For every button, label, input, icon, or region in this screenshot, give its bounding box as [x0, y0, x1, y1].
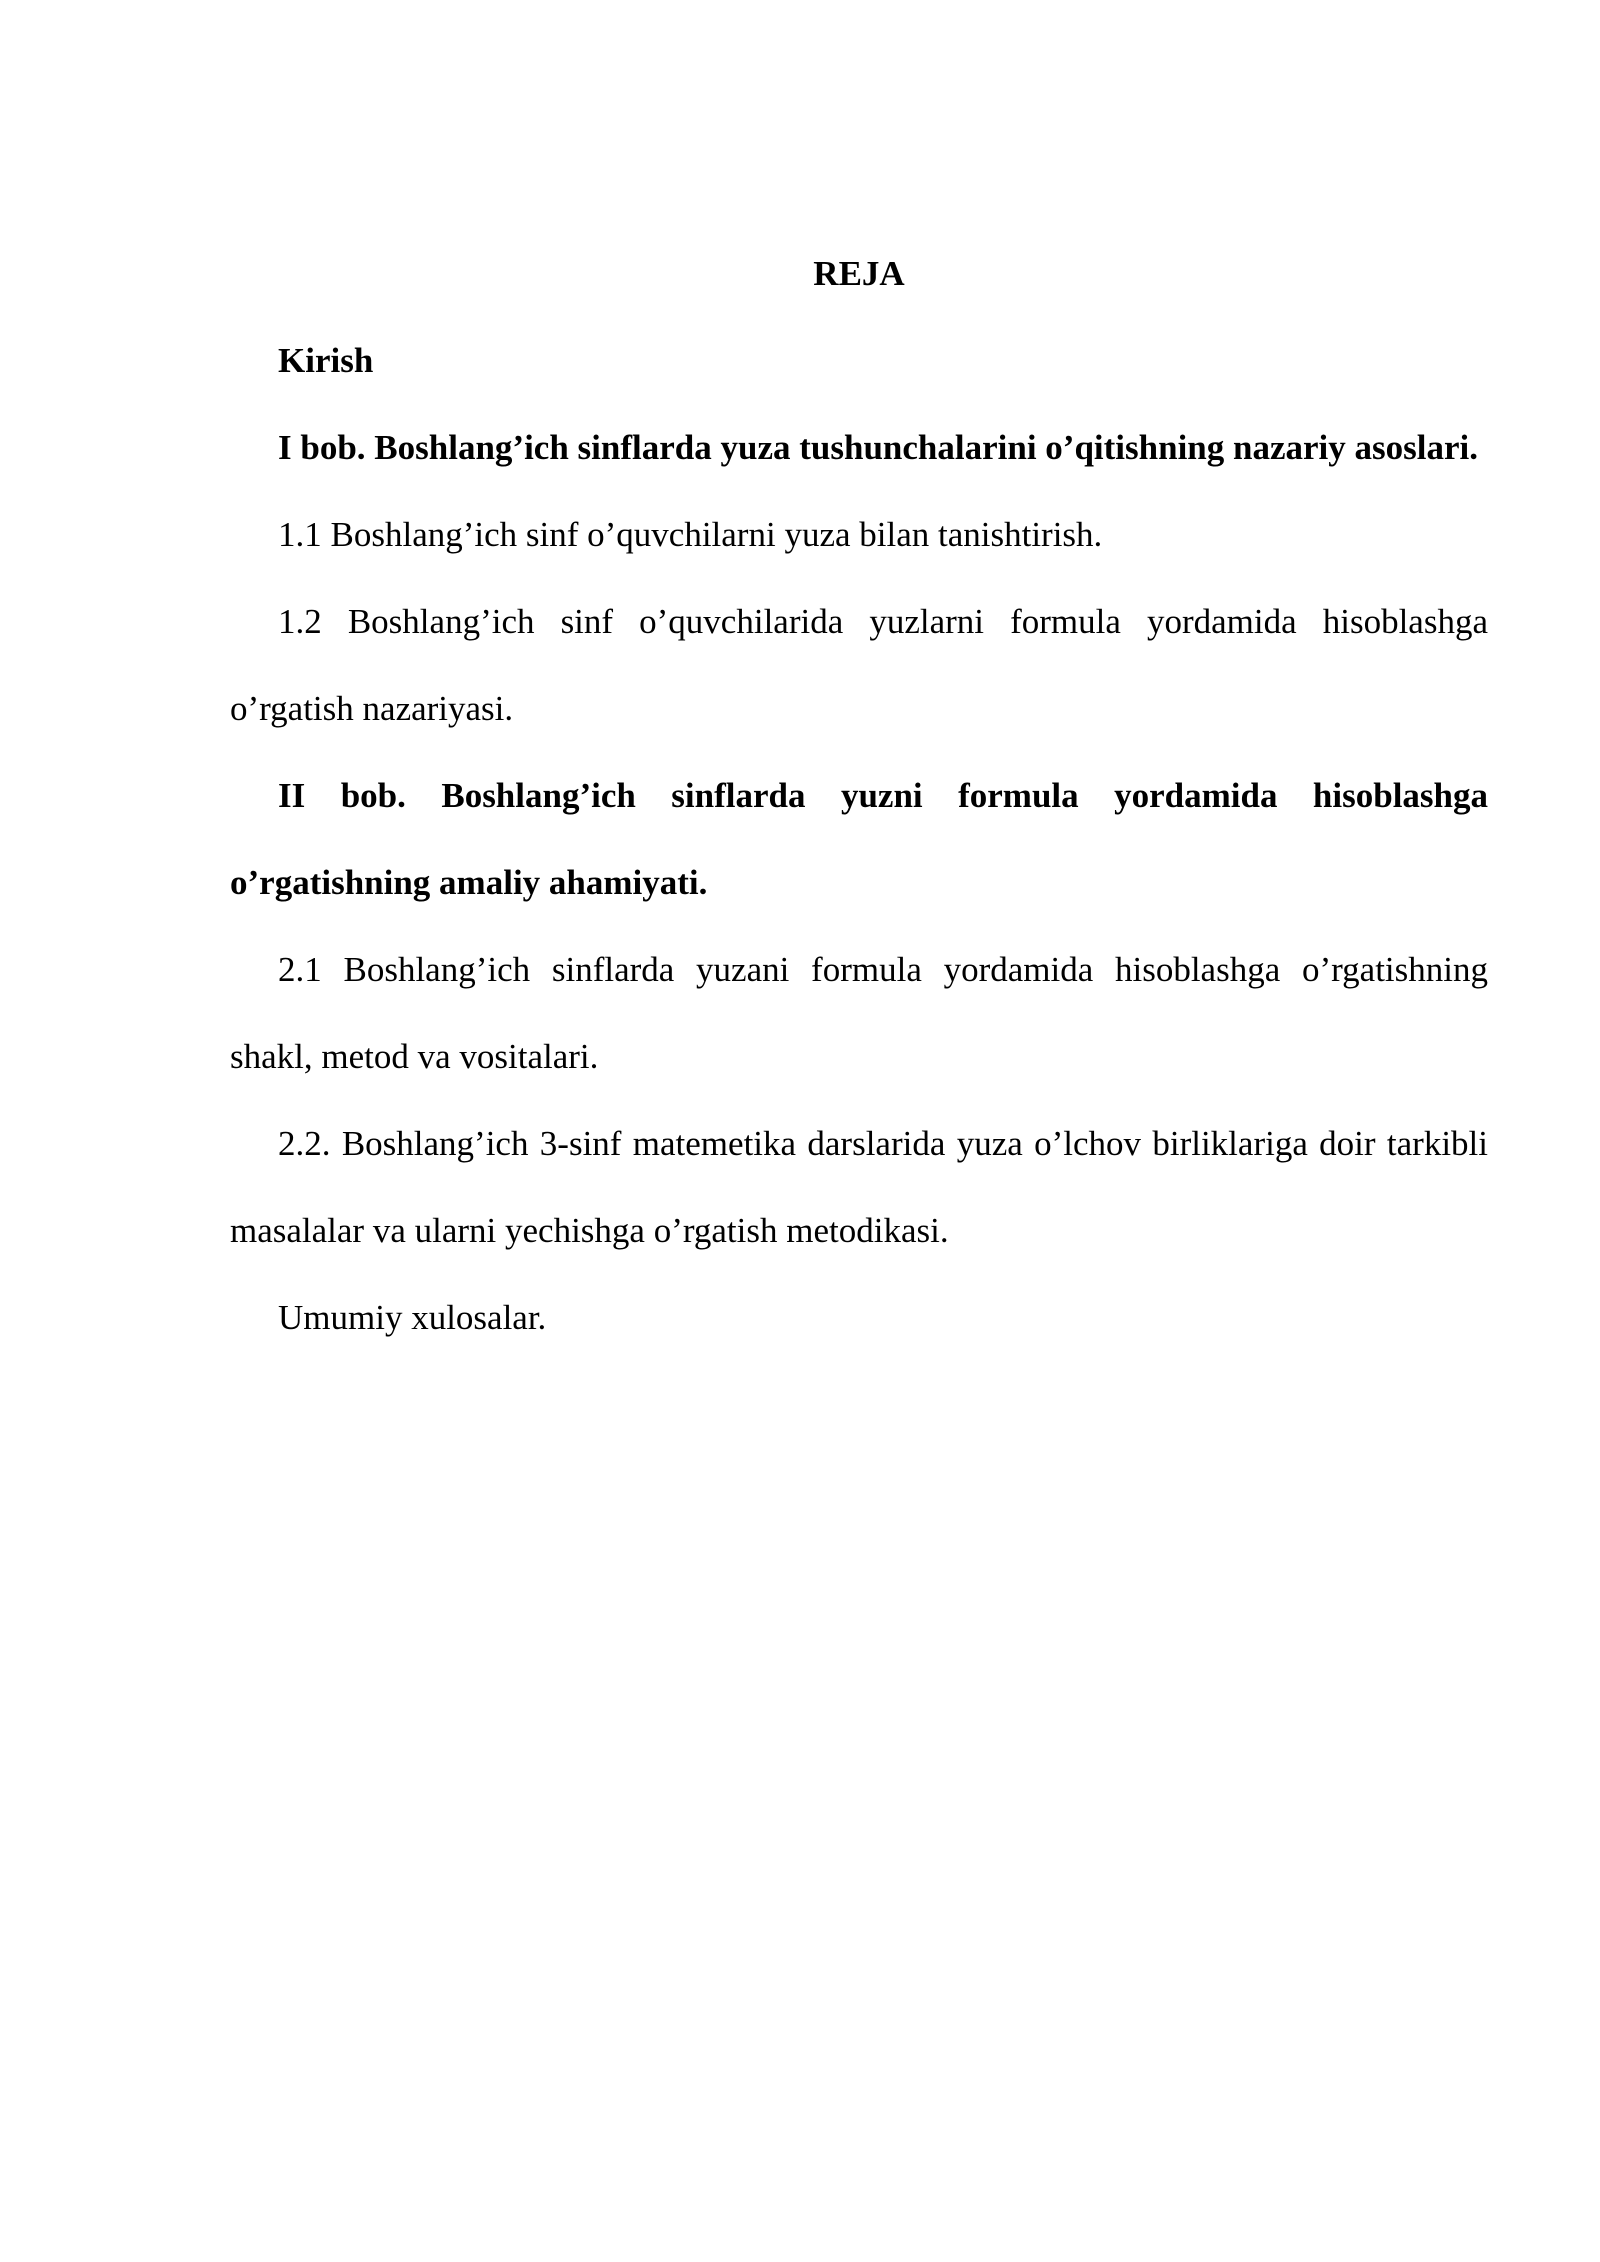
document-content: [230, 230, 1488, 1361]
plan-item-conclusions: Umumiy xulosalar.: [278, 1298, 547, 1337]
plan-item-section-1-1: 1.1 Boshlang’ich sinf o’quvchilarni yuza bilan tanishtirish.: [278, 515, 1103, 554]
plan-item-chapter-1: I bob. Boshlang’ich sinflarda yuza tushunchalarini o’qitishning nazariy asoslari.: [278, 428, 1478, 467]
plan-item-introduction: Kirish: [278, 341, 374, 380]
document-title: REJA: [813, 254, 905, 293]
plan-item-section-2-1: 2.1 Boshlang’ich sinflarda yuzani formula yordamida hisoblashga o’rgatishning shakl, metod va vositalari.: [230, 950, 1488, 1076]
plan-item-section-2-2: 2.2. Boshlang’ich 3-sinf matemetika darslarida yuza o’lchov birliklariga doir tarkibli masalalar va ularni yechishga o’rgatish metodikasi.: [230, 1124, 1488, 1250]
plan-item-chapter-2: II bob. Boshlang’ich sinflarda yuzni formula yordamida hisoblashga o’rgatishning amaliy ahamiyati.: [230, 776, 1488, 902]
plan-item-section-1-2: 1.2 Boshlang’ich sinf o’quvchilarida yuzlarni formula yordamida hisoblashga o’rgatish nazariyasi.: [230, 602, 1488, 728]
